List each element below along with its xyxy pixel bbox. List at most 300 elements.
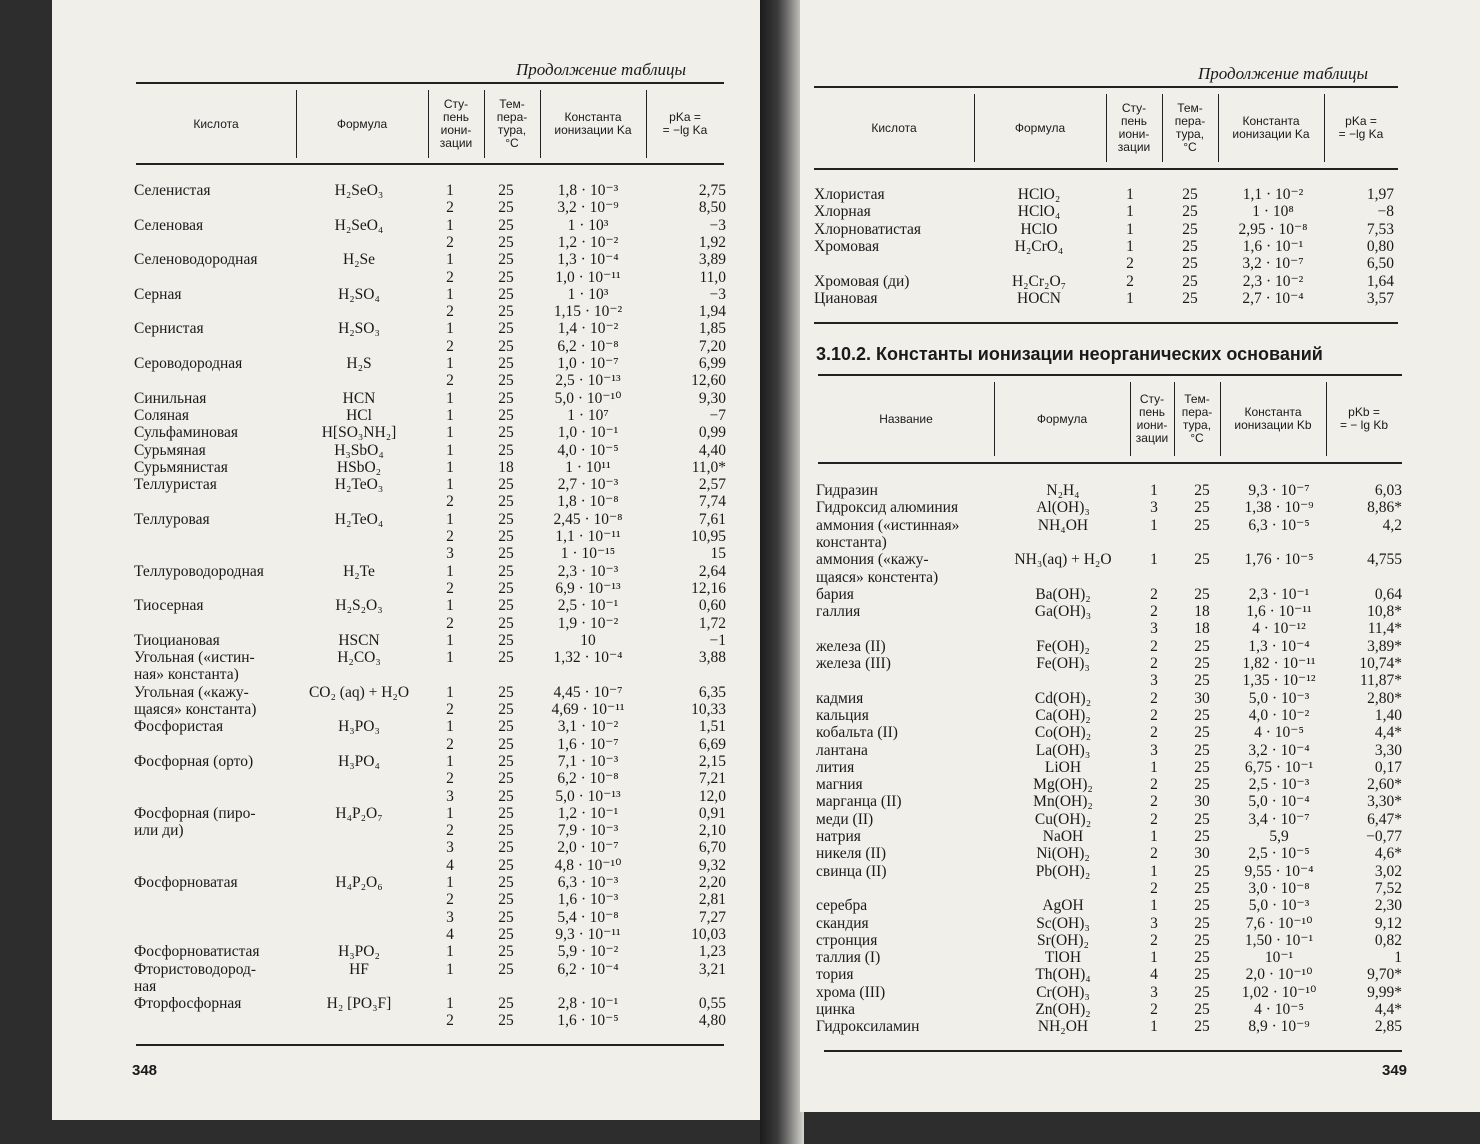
table-row (134, 580, 734, 597)
constant-cell: 1 · 10⁷ (567, 406, 609, 424)
step-cell: 1 (446, 458, 454, 476)
column-header: Сту- пень иони- зации (1135, 392, 1169, 445)
table-top-rule (136, 82, 724, 84)
temperature-cell: 25 (498, 303, 514, 321)
table-row (816, 672, 1406, 689)
step-cell: 3 (446, 545, 454, 563)
pk-cell: 2,64 (698, 562, 726, 580)
step-cell: 1 (1126, 203, 1134, 221)
constant-cell: 7,1 · 10⁻³ (557, 752, 619, 770)
formula-cell: H₂ [PO₃F] (326, 995, 392, 1013)
pk-cell: 1,72 (698, 614, 726, 632)
table-row (816, 845, 1406, 862)
name-cell: тория (816, 966, 854, 984)
table-row (814, 273, 1404, 290)
name-cell: натрия (816, 828, 861, 845)
table-row (816, 966, 1406, 983)
temperature-cell: 25 (1194, 966, 1210, 984)
column-header: Кислота (871, 120, 917, 135)
formula-cell: Th(OH)₄ (1035, 966, 1091, 984)
step-cell: 1 (1150, 897, 1158, 915)
name-cell: Фосфорноватистая (134, 943, 260, 961)
column-header: Формула (1014, 120, 1066, 135)
step-cell: 1 (446, 597, 454, 615)
table-row (134, 217, 734, 234)
temperature-cell: 25 (498, 424, 514, 442)
table-row (816, 984, 1406, 1001)
name-cell: Сероводородная (134, 355, 243, 372)
temperature-cell: 25 (1182, 255, 1198, 273)
name-cell: Хромовая (814, 237, 880, 255)
table-row (134, 390, 734, 407)
name-cell: аммония («кажу- (816, 551, 929, 569)
name-cell: Фосфорная (пиро- (134, 804, 256, 822)
pk-cell: 2,81 (698, 891, 726, 909)
temperature-cell: 25 (498, 579, 514, 597)
pk-cell: 10,33 (691, 701, 726, 718)
page-number: 348 (132, 1062, 158, 1079)
constant-cell: 6,2 · 10⁻⁸ (557, 337, 619, 355)
name-cell: Теллуровая (134, 510, 210, 528)
table-row (134, 269, 734, 286)
name-cell: марганца (II) (816, 793, 902, 811)
formula-cell: H₂Te (343, 562, 375, 580)
formula-cell: Mg(OH)₂ (1033, 776, 1093, 794)
temperature-cell: 25 (1182, 203, 1198, 221)
column-divider (1220, 382, 1221, 456)
table-row (134, 701, 734, 718)
name-cell: константа) (816, 533, 887, 551)
table-header-rule (814, 168, 1398, 170)
temperature-cell: 25 (498, 493, 514, 511)
formula-cell: H₂Cr₂O₇ (1011, 272, 1067, 290)
pk-cell: 7,20 (698, 337, 726, 355)
left-page (52, 0, 768, 1120)
formula-cell: HSbO₂ (336, 458, 382, 476)
name-cell: или ди) (134, 822, 184, 840)
pk-cell: 0,60 (698, 597, 726, 615)
name-cell: лития (816, 758, 855, 776)
step-cell: 3 (1150, 620, 1158, 638)
constant-cell: 3,4 · 10⁻⁷ (1248, 810, 1310, 828)
temperature-cell: 25 (498, 182, 514, 199)
constant-cell: 5,4 · 10⁻⁸ (557, 908, 619, 926)
temperature-cell: 25 (498, 995, 514, 1013)
table-row (134, 770, 734, 787)
step-cell: 1 (446, 424, 454, 442)
pk-cell: −3 (709, 216, 726, 234)
formula-cell: AgOH (1042, 897, 1084, 915)
constant-cell: 4,8 · 10⁻¹⁰ (554, 856, 622, 874)
temperature-cell: 25 (498, 891, 514, 909)
column-header: pKa = = −lg Ka (1338, 114, 1384, 141)
formula-cell: HClO₄ (1017, 203, 1061, 221)
table-row (134, 493, 734, 510)
pk-cell: 1 (1394, 949, 1402, 967)
step-cell: 1 (446, 441, 454, 459)
constant-cell: 1,0 · 10⁻¹¹ (555, 268, 621, 286)
table-row (134, 978, 734, 995)
formula-cell: HCN (342, 389, 376, 407)
table-row (134, 857, 734, 874)
table-row (134, 718, 734, 735)
step-cell: 1 (1150, 828, 1158, 845)
constant-cell: 1 · 10³ (567, 216, 609, 234)
table-row (816, 620, 1406, 637)
formula-cell: H₄P₂O₇ (335, 804, 383, 822)
temperature-cell: 30 (1194, 793, 1210, 811)
name-cell: скандия (816, 914, 869, 932)
name-cell: Фторфосфорная (134, 995, 242, 1013)
temperature-cell: 25 (1182, 272, 1198, 290)
continuation-label: Продолжение таблицы (516, 60, 687, 79)
step-cell: 2 (446, 770, 454, 788)
table-row (816, 499, 1406, 516)
table-row (134, 424, 734, 441)
pk-cell: 9,30 (698, 389, 726, 407)
step-cell: 2 (1150, 585, 1158, 603)
column-header: Кислота (193, 116, 239, 131)
step-cell: 1 (446, 406, 454, 424)
column-divider (428, 90, 429, 158)
step-cell: 1 (1150, 758, 1158, 776)
formula-cell: Ca(OH)₂ (1035, 706, 1091, 724)
table-row (816, 915, 1406, 932)
pk-cell: 0,82 (1374, 931, 1402, 949)
step-cell: 2 (1150, 689, 1158, 707)
name-cell: Сульфаминовая (134, 424, 239, 442)
column-divider (994, 382, 995, 456)
pk-cell: 1,64 (1366, 272, 1394, 290)
acid-table-body (814, 186, 1404, 316)
constant-cell: 8,9 · 10⁻⁹ (1248, 1018, 1310, 1036)
pk-cell: 2,75 (698, 182, 726, 199)
constant-cell: 1,1 · 10⁻² (1242, 186, 1304, 203)
name-cell: Соляная (134, 406, 190, 424)
formula-cell: H₂SO₃ (338, 320, 380, 338)
table-row (816, 759, 1406, 776)
table-row (816, 828, 1406, 845)
temperature-cell: 25 (498, 839, 514, 857)
pk-cell: 6,47* (1367, 810, 1402, 828)
constant-cell: 1,8 · 10⁻⁸ (557, 493, 619, 511)
pk-cell: 0,91 (698, 804, 726, 822)
temperature-cell: 25 (1194, 672, 1210, 690)
constant-cell: 2,45 · 10⁻⁸ (553, 510, 623, 528)
pk-cell: 10,95 (691, 528, 726, 545)
name-cell: кадмия (816, 689, 864, 707)
table-row (134, 805, 734, 822)
pk-cell: 10,8* (1367, 603, 1402, 621)
temperature-cell: 18 (1194, 603, 1210, 621)
constant-cell: 6,2 · 10⁻⁸ (557, 770, 619, 788)
constant-cell: 5,0 · 10⁻³ (1248, 689, 1310, 707)
constant-cell: 5,9 (1269, 828, 1289, 845)
table-row (134, 528, 734, 545)
name-cell: Угольная («истин- (134, 649, 255, 667)
step-cell: 2 (446, 493, 454, 511)
formula-cell: H₃PO₂ (338, 943, 380, 961)
pk-cell: 0,64 (1374, 585, 1402, 603)
step-cell: 1 (1150, 949, 1158, 967)
step-cell: 1 (446, 510, 454, 528)
name-cell: Теллуроводородная (134, 562, 264, 580)
step-cell: 2 (446, 528, 454, 545)
step-cell: 1 (446, 182, 454, 199)
pk-cell: 4,80 (698, 1012, 726, 1030)
constant-cell: 1,2 · 10⁻¹ (557, 804, 619, 822)
temperature-cell: 25 (498, 752, 514, 770)
constant-cell: 6,3 · 10⁻³ (557, 874, 619, 891)
step-cell: 2 (446, 199, 454, 217)
step-cell: 2 (446, 372, 454, 390)
name-cell: кальция (816, 706, 869, 724)
constant-cell: 1,6 · 10⁻⁵ (557, 1012, 619, 1030)
temperature-cell: 25 (1194, 724, 1210, 742)
step-cell: 3 (1150, 914, 1158, 932)
column-header: Тем- пера- тура, °С (496, 97, 528, 150)
temperature-cell: 25 (498, 562, 514, 580)
constant-cell: 2,95 · 10⁻⁸ (1238, 220, 1308, 238)
formula-cell: NH₂OH (1037, 1018, 1089, 1036)
table-row (816, 534, 1406, 551)
table-row (816, 655, 1406, 672)
pk-cell: 0,17 (1374, 758, 1402, 776)
step-cell: 2 (1150, 931, 1158, 949)
table-row (134, 788, 734, 805)
constant-cell: 6,9 · 10⁻¹³ (555, 579, 621, 597)
step-cell: 2 (1150, 776, 1158, 794)
temperature-cell: 25 (498, 233, 514, 251)
pk-cell: 2,20 (698, 874, 726, 891)
name-cell: Сурьмянистая (134, 458, 228, 476)
table-row (134, 822, 734, 839)
temperature-cell: 25 (498, 614, 514, 632)
step-cell: 1 (446, 285, 454, 303)
constant-cell: 2,0 · 10⁻⁷ (557, 839, 619, 857)
pk-cell: −7 (709, 406, 726, 424)
formula-cell: Ba(OH)₂ (1035, 585, 1091, 603)
temperature-cell: 25 (1194, 482, 1210, 499)
step-cell: 1 (446, 943, 454, 961)
step-cell: 1 (1126, 186, 1134, 203)
pk-cell: 4,6* (1374, 845, 1402, 863)
pk-cell: 2,15 (698, 752, 726, 770)
step-cell: 1 (1126, 289, 1134, 307)
constant-cell: 9,3 · 10⁻⁷ (1248, 482, 1310, 499)
temperature-cell: 25 (498, 199, 514, 217)
temperature-cell: 25 (498, 216, 514, 234)
pk-cell: 7,21 (698, 770, 726, 788)
temperature-cell: 30 (1194, 845, 1210, 863)
step-cell: 1 (446, 389, 454, 407)
pk-cell: 6,03 (1374, 482, 1402, 499)
pk-cell: 3,30 (1374, 741, 1402, 759)
formula-cell: NH₃(aq) + H₂O (1014, 551, 1112, 569)
name-cell: Гидразин (816, 482, 878, 499)
column-header: Тем- пера- тура, °С (1181, 392, 1213, 445)
step-cell: 3 (446, 787, 454, 805)
table-bottom-rule (136, 1044, 724, 1046)
step-cell: 1 (446, 631, 454, 649)
column-header: Константа ионизации Ka (554, 110, 632, 137)
name-cell: Сернистая (134, 320, 204, 338)
column-divider (974, 94, 975, 162)
temperature-cell: 25 (1194, 741, 1210, 759)
column-divider (1174, 382, 1175, 456)
constant-cell: 5,0 · 10⁻¹⁰ (554, 389, 622, 407)
constant-cell: 10 (580, 631, 596, 649)
constant-cell: 1,8 · 10⁻³ (557, 182, 619, 199)
step-cell: 2 (446, 701, 454, 718)
pk-cell: 9,12 (1374, 914, 1402, 932)
pk-cell: 6,35 (698, 683, 726, 701)
step-cell: 3 (1150, 499, 1158, 517)
constant-cell: 1,76 · 10⁻⁵ (1244, 551, 1314, 569)
step-cell: 2 (1150, 724, 1158, 742)
formula-cell: Ni(OH)₂ (1036, 845, 1090, 863)
table-row (134, 597, 734, 614)
pk-cell: 11,0 (699, 268, 726, 286)
constant-cell: 2,7 · 10⁻⁴ (1242, 289, 1304, 307)
pk-cell: 3,57 (1366, 289, 1394, 307)
constant-cell: 1,32 · 10⁻⁴ (553, 649, 623, 667)
name-cell: ная (134, 977, 157, 995)
pk-cell: 6,99 (698, 355, 726, 372)
column-header: Сту- пень иони- зации (439, 97, 473, 150)
column-header: Формула (1036, 411, 1088, 426)
temperature-cell: 25 (1194, 516, 1210, 534)
temperature-cell: 25 (1194, 810, 1210, 828)
pk-cell: −1 (709, 631, 726, 649)
step-cell: 1 (446, 320, 454, 338)
pk-cell: 7,74 (698, 493, 726, 511)
pk-cell: 10,03 (691, 925, 726, 943)
constant-cell: 2,7 · 10⁻³ (557, 476, 619, 494)
constant-cell: 2,3 · 10⁻³ (557, 562, 619, 580)
pk-cell: 6,69 (698, 735, 726, 753)
constant-cell: 1,02 · 10⁻¹⁰ (1241, 983, 1317, 1001)
step-cell: 2 (446, 268, 454, 286)
constant-cell: 1 · 10³ (567, 285, 609, 303)
column-divider (540, 90, 541, 158)
table-row (816, 880, 1406, 897)
name-cell: Фосфорноватая (134, 874, 238, 891)
table-row (134, 251, 734, 268)
pk-cell: 1,51 (698, 718, 726, 736)
step-cell: 1 (446, 718, 454, 736)
name-cell: железа (III) (816, 655, 891, 672)
step-cell: 1 (446, 216, 454, 234)
temperature-cell: 25 (498, 597, 514, 615)
column-divider (484, 90, 485, 158)
constant-cell: 1 · 10¹¹ (565, 458, 611, 476)
table-row (134, 632, 734, 649)
table-row (814, 238, 1404, 255)
temperature-cell: 25 (498, 268, 514, 286)
table-row (816, 724, 1406, 741)
table-row (134, 995, 734, 1012)
temperature-cell: 25 (1194, 949, 1210, 967)
table-row (816, 707, 1406, 724)
table-row (134, 182, 734, 199)
pk-cell: 12,60 (691, 372, 726, 390)
temperature-cell: 25 (1194, 862, 1210, 880)
constant-cell: 2,8 · 10⁻¹ (557, 995, 619, 1013)
table-row (814, 221, 1404, 238)
constant-cell: 1 · 10⁸ (1252, 203, 1294, 221)
step-cell: 2 (446, 822, 454, 840)
name-cell: галлия (816, 603, 861, 621)
constant-cell: 3,1 · 10⁻² (557, 718, 619, 736)
table-row (134, 649, 734, 666)
constant-cell: 1,38 · 10⁻⁹ (1244, 499, 1314, 517)
pk-cell: 15 (710, 545, 726, 563)
constant-cell: 1,3 · 10⁻⁴ (557, 251, 619, 269)
temperature-cell: 25 (498, 908, 514, 926)
column-divider (1130, 382, 1131, 456)
step-cell: 2 (446, 614, 454, 632)
column-header: Название (879, 411, 933, 426)
column-divider (1106, 94, 1107, 162)
constant-cell: 3,2 · 10⁻⁷ (1242, 255, 1304, 273)
name-cell: Тиоциановая (134, 631, 220, 649)
step-cell: 2 (1126, 255, 1134, 273)
constant-cell: 6,2 · 10⁻⁴ (557, 960, 619, 978)
pk-cell: 1,97 (1366, 186, 1394, 203)
pk-cell: 4,40 (698, 441, 726, 459)
formula-cell: NH₄OH (1037, 516, 1089, 534)
column-header: pKa = = −lg Ka (662, 110, 708, 137)
table-row (134, 303, 734, 320)
name-cell: Фосфорная (орто) (134, 752, 254, 770)
formula-cell: H₂SeO₄ (334, 216, 384, 234)
temperature-cell: 25 (1194, 983, 1210, 1001)
pk-cell: 7,27 (698, 908, 726, 926)
pk-cell: 8,50 (698, 199, 726, 217)
step-cell: 1 (1150, 551, 1158, 569)
name-cell: Хлорноватистая (814, 220, 921, 238)
temperature-cell: 25 (498, 735, 514, 753)
step-cell: 2 (1150, 1001, 1158, 1018)
table-row (134, 753, 734, 770)
formula-cell: H₂CO₃ (337, 649, 381, 667)
right-page (800, 0, 1480, 1112)
pk-cell: 7,61 (698, 510, 726, 528)
pk-cell: 11,0* (691, 458, 726, 476)
table-row (134, 943, 734, 960)
constant-cell: 9,55 · 10⁻⁴ (1244, 862, 1314, 880)
table-row (816, 932, 1406, 949)
constant-cell: 2,5 · 10⁻³ (1248, 776, 1310, 794)
pk-cell: 6,50 (1366, 255, 1394, 273)
constant-cell: 2,3 · 10⁻¹ (1248, 585, 1310, 603)
table-row (816, 949, 1406, 966)
step-cell: 3 (446, 839, 454, 857)
pk-cell: 2,80* (1367, 689, 1402, 707)
temperature-cell: 30 (1194, 689, 1210, 707)
pk-cell: 2,30 (1374, 897, 1402, 915)
temperature-cell: 25 (498, 770, 514, 788)
temperature-cell: 25 (498, 960, 514, 978)
constant-cell: 4,0 · 10⁻⁵ (557, 441, 619, 459)
step-cell: 1 (1150, 1018, 1158, 1036)
step-cell: 2 (1150, 603, 1158, 621)
formula-cell: Pb(OH)₂ (1035, 862, 1091, 880)
column-header: pKb = = − lg Kb (1339, 405, 1389, 432)
table-row (134, 891, 734, 908)
continuation-label: Продолжение таблицы (1198, 64, 1369, 83)
